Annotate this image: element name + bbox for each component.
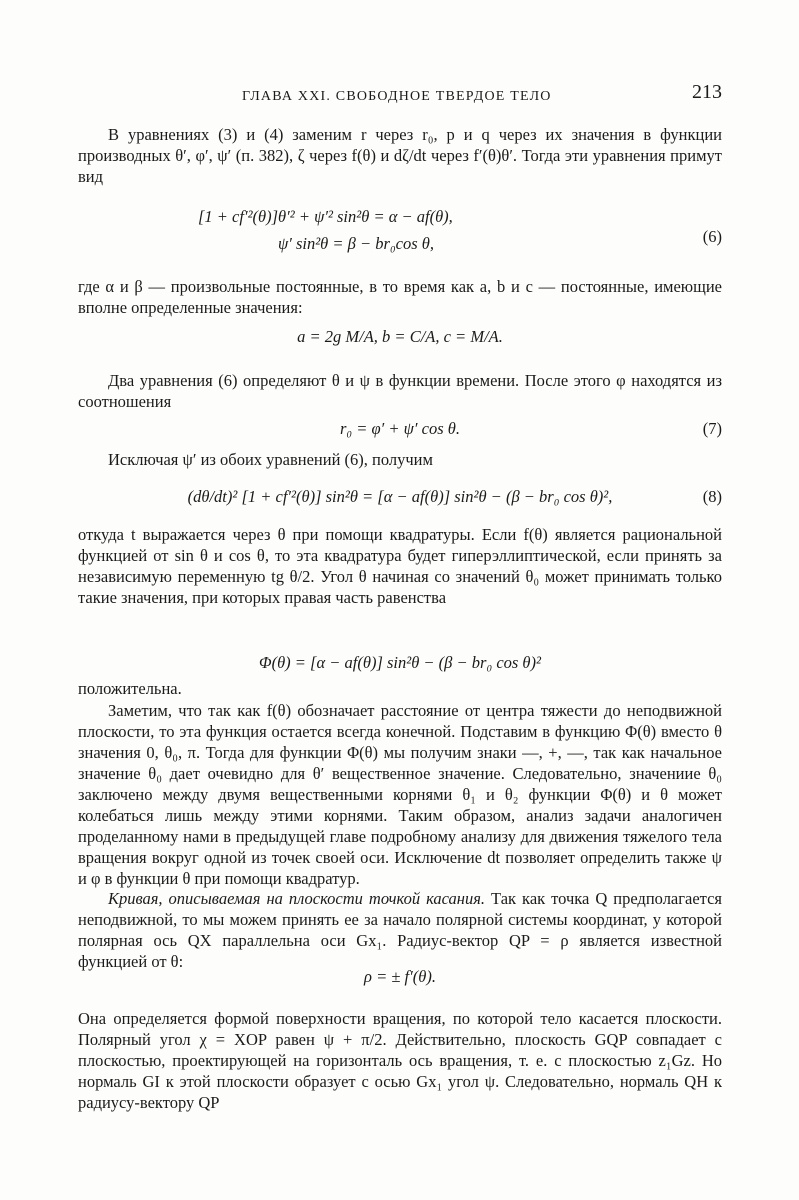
equation-8: [78, 486, 722, 507]
paragraph-1: [78, 124, 722, 187]
equation-rho-text: ρ = ± f′(θ).: [364, 967, 436, 986]
paragraph-7-text: Заметим, что так как f(θ) обозначает расстояние от центра тяжести до неподвижной плоскости, то эта функция остается всегда конечной. Подставим в функцию Φ(θ) вместо θ значения 0, θ₀, π. Тогда для функции Φ(θ) мы получим знаки —, +, —, так как начальное значение θ₀ дает очевидно для θ′ вещественное значение. Следовательно, значениие θ₀ заключено между двумя вещественными корнями θ₁ и θ₂ функции Φ(θ) и θ может колебаться лишь между этими корнями. Таким образом, анализ задачи аналогичен проделанному нами в предыдущей главе подробному анализу для движения тяжелого тела вращения вокруг одной из точек своей оси. Исключение dt позволяет определить также ψ и φ в функции θ при помощи квадратур.: [78, 701, 722, 888]
paragraph-8-lead: Кривая, описываемая на плоскости точкой касания.: [108, 889, 486, 908]
equation-6-line-1: [1 + cf′²(θ)]θ′² + ψ′² sin²θ = α − af(θ),: [198, 207, 453, 226]
equation-6: [78, 206, 722, 266]
paragraph-8-body: Так как точка Q предполагается неподвижной, то мы можем принять ее за начало полярной системы координат, у которой полярная ось QX параллельна оси Gx₁. Радиус-вектор QP = ρ является известной функцией от θ:: [78, 889, 722, 971]
paragraph-6: [78, 678, 722, 699]
equation-6-line-2: ψ′ sin²θ = β − br₀cos θ,: [278, 234, 435, 253]
paragraph-2: [78, 276, 722, 318]
paragraph-4-text: Исключая ψ′ из обоих уравнений (6), получим: [108, 450, 433, 469]
paragraph-9: [78, 1008, 722, 1113]
paragraph-9-text: Она определяется формой поверхности вращения, по которой тело касается плоскости. Полярный угол χ = XOP равен ψ + π/2. Действительно, плоскость GQP совпадает с плоскостью, проектирующей на горизонталь ось вращения, т. е. с плоскостью z₁Gz. Но нормаль GI к этой плоскости образует с осью Gx₁ угол ψ. Следовательно, нормаль QH к радиусу-вектору QP: [78, 1009, 722, 1112]
equation-phi-text: Φ(θ) = [α − af(θ)] sin²θ − (β − br₀ cos θ)²: [259, 653, 541, 672]
paragraph-1-text: В уравнениях (3) и (4) заменим r через r₀, p и q через их значения в функции производных θ′, φ′, ψ′ (п. 382), ζ через f(θ) и dζ/dt через f′(θ)θ′. Тогда эти уравнения примут вид: [78, 125, 722, 186]
paragraph-8: [78, 888, 722, 972]
paragraph-6-text: положительна.: [78, 679, 182, 698]
equation-8-text: (dθ/dt)² [1 + cf′²(θ)] sin²θ = [α − af(θ)] sin²θ − (β − br₀ cos θ)²,: [187, 487, 613, 506]
equation-7: [78, 418, 722, 439]
page-number: 213: [692, 81, 722, 103]
paragraph-5: [78, 524, 722, 608]
equation-constants: [78, 326, 722, 347]
paragraph-7: [78, 700, 722, 889]
paragraph-4: [78, 449, 722, 470]
equation-8-number: (8): [702, 487, 722, 506]
paragraph-5-text: откуда t выражается через θ при помощи квадратуры. Если f(θ) является рациональной функцией от sin θ и cos θ, то эта квадратура будет гиперэллиптической, если принять за независимую переменную tg θ/2. Угол θ начиная со значений θ₀ может принимать только такие значения, при которых правая часть равенства: [78, 525, 722, 607]
paragraph-3-text: Два уравнения (6) определяют θ и ψ в функции времени. После этого φ находятся из соотношения: [78, 371, 722, 411]
equation-constants-text: a = 2g M/A, b = C/A, c = M/A.: [297, 327, 503, 346]
paragraph-3: [78, 370, 722, 412]
equation-phi: [78, 652, 722, 673]
equation-7-number: (7): [702, 419, 722, 438]
equation-rho: [78, 966, 722, 987]
running-title: ГЛАВА XXI. СВОБОДНОЕ ТВЕРДОЕ ТЕЛО: [242, 89, 552, 104]
page-header: [78, 82, 722, 108]
paragraph-8-text: [78, 888, 722, 972]
equation-6-number: (6): [702, 227, 722, 246]
paragraph-2-text: где α и β — произвольные постоянные, в то время как a, b и c — постоянные, имеющие вполне определенные значения:: [78, 277, 722, 317]
equation-7-text: r₀ = φ′ + ψ′ cos θ.: [340, 419, 460, 438]
